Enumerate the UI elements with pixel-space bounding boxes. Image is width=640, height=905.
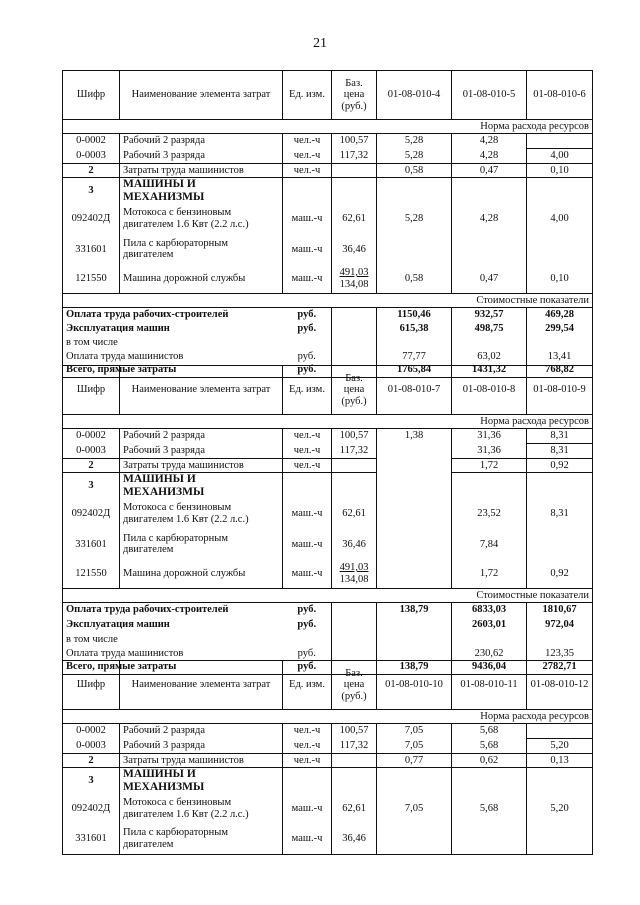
- cost-row-name: Оплата труда рабочих-строителей: [63, 307, 283, 321]
- price-bottom: 134,08: [339, 278, 369, 290]
- row-price: 36,46: [332, 824, 377, 854]
- table-row: [63, 768, 593, 794]
- table-row: [63, 529, 593, 559]
- cost-row-name: Эксплуатация машин: [63, 321, 283, 335]
- cost-value: 1431,32: [452, 363, 527, 377]
- row-value: [527, 134, 593, 149]
- row-value: 5,68: [452, 793, 527, 824]
- row-code: 092402Д: [63, 203, 120, 234]
- table-header-row: [63, 661, 593, 710]
- table-row: [63, 498, 593, 529]
- row-value: 8,31: [527, 498, 593, 529]
- row-name: Мотокоса с бензиновым двигателем 1.6 Квт (2.2 л.с.): [120, 498, 283, 529]
- row-value: 0,58: [377, 264, 452, 293]
- cost-label-row: [63, 293, 593, 307]
- table-row: [63, 754, 593, 768]
- cost-value: 77,77: [377, 349, 452, 363]
- row-value: 1,38: [377, 429, 452, 444]
- row-value: 4,28: [452, 203, 527, 234]
- table-row: [63, 264, 593, 293]
- row-price: 117,32: [332, 444, 377, 459]
- header-col-3: 01-08-010-9: [527, 366, 593, 415]
- header-price: Баз. цена (руб.): [332, 71, 377, 120]
- cost-row-name: Всего, прямые затраты: [63, 363, 283, 377]
- row-code: 0-0003: [63, 444, 120, 459]
- row-value: [527, 824, 593, 854]
- table-row: [63, 444, 593, 459]
- row-unit: маш.-ч: [283, 824, 332, 854]
- cost-value: 2603,01: [452, 617, 527, 632]
- row-code: 121550: [63, 264, 120, 293]
- row-value: 5,68: [452, 739, 527, 754]
- row-name: Затраты труда машинистов: [120, 459, 283, 473]
- row-value: 23,52: [452, 498, 527, 529]
- row-value: [377, 529, 452, 559]
- table-row: [63, 203, 593, 234]
- cost-value: [377, 646, 452, 660]
- cost-value: 469,28: [527, 307, 593, 321]
- row-name: Затраты труда машинистов: [120, 754, 283, 768]
- row-value: [377, 559, 452, 588]
- cost-row-unit: руб.: [297, 350, 316, 362]
- cost-row-unit: руб.: [283, 660, 332, 674]
- table-row: [63, 234, 593, 264]
- row-value: 0,13: [527, 754, 593, 768]
- row-value: [377, 234, 452, 264]
- row-name: Пила с карбюраторным двигателем: [120, 824, 283, 854]
- page-number: 21: [313, 36, 327, 51]
- header-col-2: 01-08-010-5: [452, 71, 527, 120]
- cost-row: [63, 307, 593, 321]
- header-code: Шифр: [63, 366, 120, 415]
- price-top: 491,03: [339, 561, 369, 573]
- row-code: 0-0003: [63, 149, 120, 164]
- row-name: Машина дорожной службы: [120, 264, 283, 293]
- row-code: 331601: [63, 824, 120, 854]
- header-unit: Ед. изм.: [283, 661, 332, 710]
- row-code: 0-0002: [63, 429, 120, 444]
- row-value: 0,10: [527, 264, 593, 293]
- row-value: 4,28: [452, 149, 527, 164]
- row-value: 7,05: [377, 793, 452, 824]
- cost-value: 768,82: [527, 363, 593, 377]
- cost-value: 230,62: [452, 646, 527, 660]
- row-price: 117,32: [332, 739, 377, 754]
- table-row: [63, 824, 593, 854]
- row-value: 5,28: [377, 134, 452, 149]
- row-value: 5,20: [527, 793, 593, 824]
- cost-table-1: [62, 70, 593, 378]
- cost-row-name: Оплата труда машинистов: [63, 349, 283, 363]
- row-value: 0,92: [527, 559, 593, 588]
- row-unit: чел.-ч: [283, 724, 332, 739]
- row-value: 7,84: [452, 529, 527, 559]
- row-unit: маш.-ч: [283, 234, 332, 264]
- row-code: 2: [63, 164, 120, 178]
- row-unit: чел.-ч: [283, 739, 332, 754]
- row-name: Рабочий 2 разряда: [120, 134, 283, 149]
- row-value: [452, 234, 527, 264]
- row-unit: маш.-ч: [283, 498, 332, 529]
- header-unit: Ед. изм.: [283, 366, 332, 415]
- row-value: 7,05: [377, 739, 452, 754]
- row-unit: чел.-ч: [283, 444, 332, 459]
- table-header-row: [63, 71, 593, 120]
- cost-row-unit: руб.: [297, 604, 317, 616]
- row-code: 092402Д: [63, 498, 120, 529]
- row-price: [332, 754, 377, 768]
- row-price: 100,57: [332, 134, 377, 149]
- row-value: 7,05: [377, 724, 452, 739]
- header-name: Наименование элемента затрат: [120, 366, 283, 415]
- row-price: 62,61: [332, 203, 377, 234]
- cost-value: 1765,84: [377, 363, 452, 377]
- row-code: 3: [63, 178, 120, 204]
- cost-row: [63, 646, 593, 660]
- row-value: 4,00: [527, 149, 593, 164]
- row-name: Мотокоса с бензиновым двигателем 1.6 Квт (2.2 л.с.): [120, 793, 283, 824]
- cost-value: 123,35: [527, 646, 593, 660]
- cost-value: 498,75: [452, 321, 527, 335]
- table-row: [63, 739, 593, 754]
- row-name: Рабочий 2 разряда: [120, 724, 283, 739]
- cost-row-name: в том числе: [63, 632, 283, 646]
- norm-label: Норма расхода ресурсов: [63, 120, 593, 134]
- row-value: 0,47: [452, 164, 527, 178]
- table-row: [63, 149, 593, 164]
- row-code: 0-0002: [63, 134, 120, 149]
- row-value: [527, 234, 593, 264]
- table-row: [63, 793, 593, 824]
- header-name: Наименование элемента затрат: [120, 661, 283, 710]
- row-code: 2: [63, 459, 120, 473]
- header-col-1: 01-08-010-7: [377, 366, 452, 415]
- header-col-2: 01-08-010-11: [452, 661, 527, 710]
- row-value: [377, 498, 452, 529]
- cost-value: 615,38: [377, 321, 452, 335]
- cost-row-unit: руб.: [297, 619, 317, 630]
- cost-row: [63, 321, 593, 335]
- cost-row-name: в том числе: [63, 335, 283, 349]
- table-row: [63, 559, 593, 588]
- row-value: 31,36: [452, 444, 527, 459]
- row-value: 5,68: [452, 724, 527, 739]
- table-row: [63, 178, 593, 204]
- cost-label: Стоимостные показатели: [63, 588, 593, 602]
- row-value: 8,31: [527, 444, 593, 459]
- row-code: 0-0003: [63, 739, 120, 754]
- cost-value: 6833,03: [452, 602, 527, 617]
- row-price: 117,32: [332, 149, 377, 164]
- row-code: 121550: [63, 559, 120, 588]
- cost-value: 9436,04: [452, 660, 527, 674]
- row-unit: чел.-ч: [283, 149, 332, 164]
- row-price: 62,61: [332, 498, 377, 529]
- cost-row-name: Оплата труда машинистов: [63, 646, 283, 660]
- row-value: 1,72: [452, 559, 527, 588]
- header-code: Шифр: [63, 661, 120, 710]
- table-row: [63, 724, 593, 739]
- row-name: Рабочий 3 разряда: [120, 444, 283, 459]
- norm-label: Норма расхода ресурсов: [63, 710, 593, 724]
- section-title: МАШИНЫ И МЕХАНИЗМЫ: [120, 768, 283, 794]
- cost-label: Стоимостные показатели: [63, 293, 593, 307]
- table-header-row: [63, 366, 593, 415]
- row-value: [527, 724, 593, 739]
- row-price: 100,57: [332, 429, 377, 444]
- row-value: [377, 459, 452, 473]
- cost-label-row: [63, 588, 593, 602]
- cost-row-name: Эксплуатация машин: [63, 617, 283, 632]
- row-price: 100,57: [332, 724, 377, 739]
- cost-value: [377, 617, 452, 632]
- price-bottom: 134,08: [339, 573, 369, 585]
- norm-label-row: [63, 710, 593, 724]
- cost-value: 2782,71: [527, 660, 593, 674]
- row-unit: маш.-ч: [283, 793, 332, 824]
- row-code: 3: [63, 473, 120, 499]
- row-code: 092402Д: [63, 793, 120, 824]
- row-code: 0-0002: [63, 724, 120, 739]
- row-name: Пила с карбюраторным двигателем: [120, 234, 283, 264]
- cost-value: 932,57: [452, 307, 527, 321]
- row-price: 36,46: [332, 529, 377, 559]
- row-unit: чел.-ч: [283, 429, 332, 444]
- row-value: 31,36: [452, 429, 527, 444]
- section-title: МАШИНЫ И МЕХАНИЗМЫ: [120, 178, 283, 204]
- row-value: 4,00: [527, 203, 593, 234]
- row-value: [452, 824, 527, 854]
- row-unit: чел.-ч: [283, 754, 332, 768]
- cost-row-unit: руб.: [297, 308, 317, 320]
- header-col-1: 01-08-010-10: [377, 661, 452, 710]
- cost-value: 138,79: [377, 602, 452, 617]
- table-row: [63, 473, 593, 499]
- row-value: 5,28: [377, 149, 452, 164]
- row-unit: маш.-ч: [283, 529, 332, 559]
- row-name: Рабочий 2 разряда: [120, 429, 283, 444]
- row-price: [332, 559, 377, 588]
- header-price: Баз. цена (руб.): [332, 661, 377, 710]
- row-unit: маш.-ч: [283, 203, 332, 234]
- cost-table-2: [62, 365, 593, 675]
- row-unit: маш.-ч: [283, 559, 332, 588]
- row-value: [527, 529, 593, 559]
- cost-value: 299,54: [527, 321, 593, 335]
- row-value: 5,28: [377, 203, 452, 234]
- cost-row-name: Оплата труда рабочих-строителей: [63, 602, 283, 617]
- header-name: Наименование элемента затрат: [120, 71, 283, 120]
- row-value: 0,77: [377, 754, 452, 768]
- row-name: Рабочий 3 разряда: [120, 149, 283, 164]
- price-top: 491,03: [339, 266, 369, 278]
- table-row: [63, 134, 593, 149]
- row-value: 0,47: [452, 264, 527, 293]
- cost-row-unit: руб.: [297, 647, 316, 659]
- row-value: 0,62: [452, 754, 527, 768]
- row-value: 8,31: [527, 429, 593, 444]
- row-name: Пила с карбюраторным двигателем: [120, 529, 283, 559]
- row-unit: маш.-ч: [283, 264, 332, 293]
- cost-row: [63, 617, 593, 632]
- cost-row: [63, 632, 593, 646]
- cost-row: [63, 335, 593, 349]
- norm-label-row: [63, 415, 593, 429]
- norm-label: Норма расхода ресурсов: [63, 415, 593, 429]
- row-code: 331601: [63, 234, 120, 264]
- row-price: 62,61: [332, 793, 377, 824]
- row-name: Машина дорожной службы: [120, 559, 283, 588]
- row-value: 0,10: [527, 164, 593, 178]
- row-unit: чел.-ч: [283, 459, 332, 473]
- row-price: 36,46: [332, 234, 377, 264]
- table-row: [63, 164, 593, 178]
- row-price: [332, 164, 377, 178]
- table-row: [63, 429, 593, 444]
- header-price: Баз. цена (руб.): [332, 366, 377, 415]
- row-value: 0,58: [377, 164, 452, 178]
- header-col-3: 01-08-010-6: [527, 71, 593, 120]
- header-code: Шифр: [63, 71, 120, 120]
- table-row: [63, 459, 593, 473]
- section-title: МАШИНЫ И МЕХАНИЗМЫ: [120, 473, 283, 499]
- row-price: [332, 264, 377, 293]
- cost-row-unit: руб.: [283, 363, 332, 377]
- norm-label-row: [63, 120, 593, 134]
- header-col-2: 01-08-010-8: [452, 366, 527, 415]
- cost-value: 1810,67: [527, 602, 593, 617]
- cost-value: 138,79: [377, 660, 452, 674]
- header-col-1: 01-08-010-4: [377, 71, 452, 120]
- row-price: [332, 459, 377, 473]
- row-code: 3: [63, 768, 120, 794]
- header-col-3: 01-08-010-12: [527, 661, 593, 710]
- row-name: Мотокоса с бензиновым двигателем 1.6 Квт (2.2 л.с.): [120, 203, 283, 234]
- row-value: [377, 444, 452, 459]
- row-unit: чел.-ч: [283, 164, 332, 178]
- cost-value: 972,04: [527, 617, 593, 632]
- cost-row-name: Всего, прямые затраты: [63, 660, 283, 674]
- row-code: 2: [63, 754, 120, 768]
- row-code: 331601: [63, 529, 120, 559]
- row-value: 4,28: [452, 134, 527, 149]
- cost-row: [63, 602, 593, 617]
- cost-row: [63, 349, 593, 363]
- row-value: 1,72: [452, 459, 527, 473]
- row-value: 0,92: [527, 459, 593, 473]
- header-unit: Ед. изм.: [283, 71, 332, 120]
- row-value: [377, 824, 452, 854]
- row-name: Затраты труда машинистов: [120, 164, 283, 178]
- cost-row-unit: руб.: [297, 322, 317, 334]
- row-unit: чел.-ч: [283, 134, 332, 149]
- cost-value: 13,41: [527, 349, 593, 363]
- cost-value: 63,02: [452, 349, 527, 363]
- row-value: 5,20: [527, 739, 593, 754]
- row-name: Рабочий 3 разряда: [120, 739, 283, 754]
- cost-value: 1150,46: [377, 307, 452, 321]
- cost-table-3: [62, 660, 593, 855]
